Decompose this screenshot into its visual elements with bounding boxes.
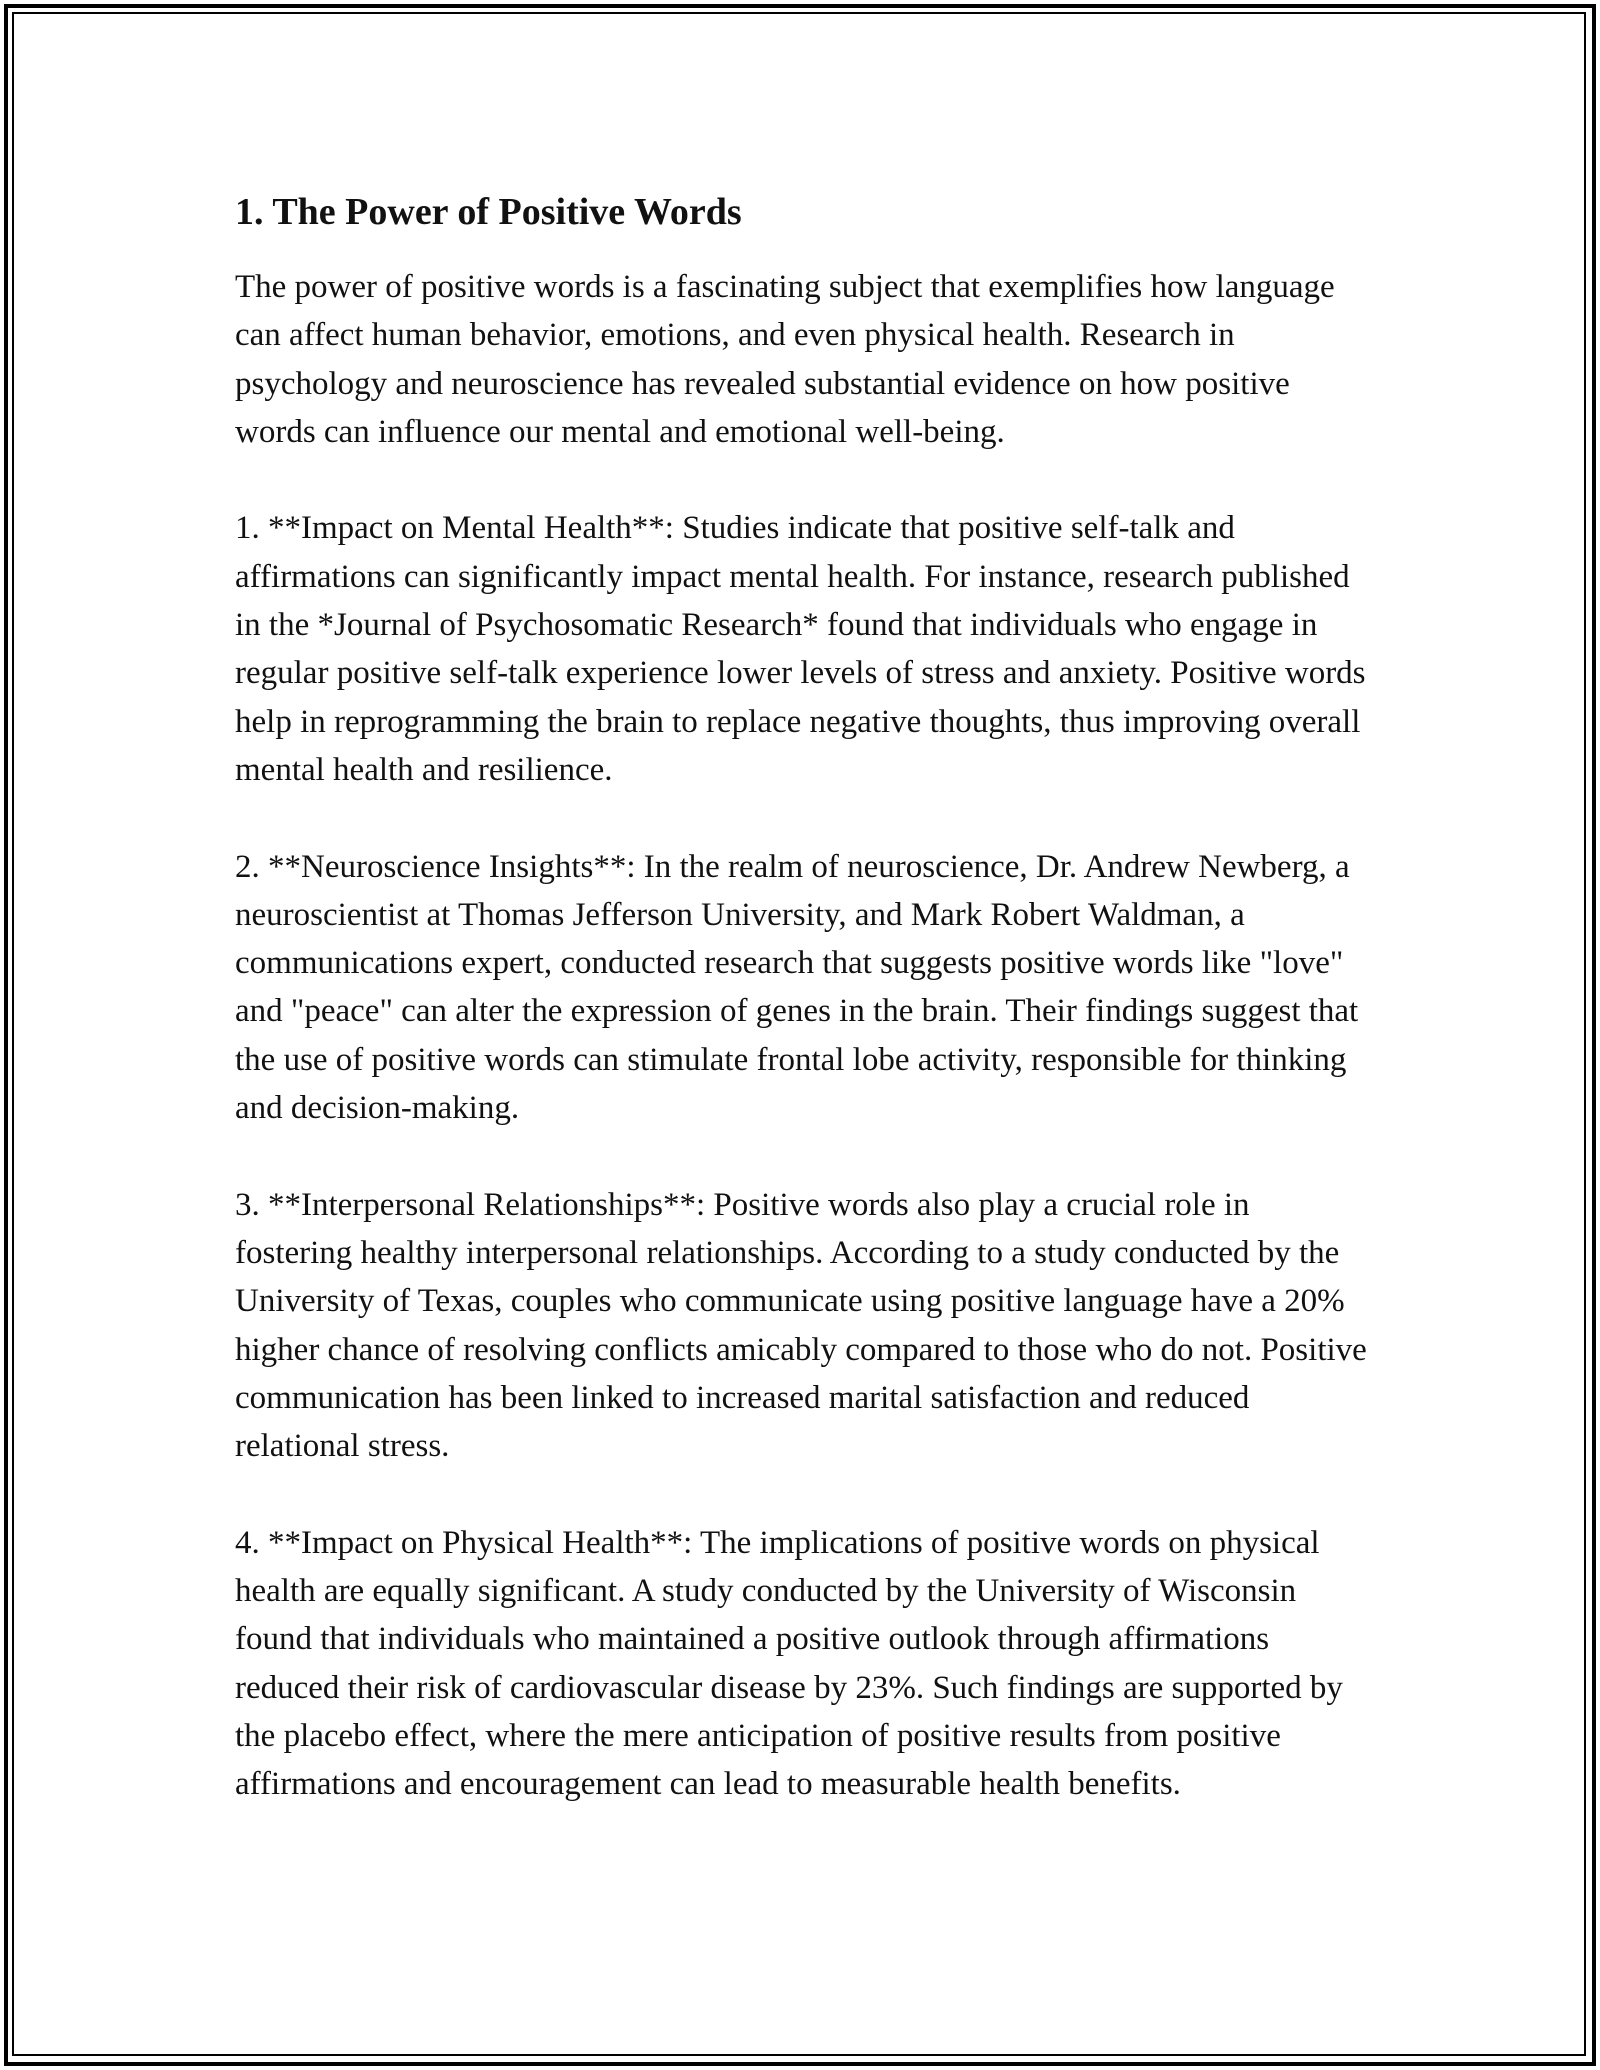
paragraph-mental-health: 1. **Impact on Mental Health**: Studies indicate that positive self-talk and affirmations can significantly impact mental health. For instance, research published in the *Journal of Psychosomatic Research* found that individuals who engage in regular positive self-talk experience lower levels of stress and anxiety. Positive words help in reprogramming the brain to replace negative thoughts, thus improving overall mental health and resilience. [235, 510, 1366, 788]
section-heading: 1. The Power of Positive Words [235, 191, 742, 233]
paragraph-neuroscience: 2. **Neuroscience Insights**: In the realm of neuroscience, Dr. Andrew Newberg, a neuroscientist at Thomas Jefferson University, and Mark Robert Waldman, a communications expert, conducted research that suggests positive words like "love" and "peace" can alter the expression of genes in the brain. Their findings suggest that the use of positive words can stimulate frontal lobe activity, responsible for thinking and decision-making. [235, 848, 1359, 1127]
paragraph-physical-health: 4. **Impact on Physical Health**: The implications of positive words on physical health are equally significant. A study conducted by the University of Wisconsin found that individuals who maintained a positive outlook through affirmations reduced their risk of cardiovascular disease by 23%. Such findings are supported by the placebo effect, where the mere anticipation of positive results from positive affirmations and encouragement can lead to measurable health benefits. [235, 1524, 1343, 1803]
paragraph-relationships: 3. **Interpersonal Relationships**: Positive words also play a crucial role in fostering healthy interpersonal relationships. According to a study conducted by the University of Texas, couples who communicate using positive language have a 20% higher chance of resolving conflicts amicably compared to those who do not. Positive communication has been linked to increased marital satisfaction and reduced relational stress. [235, 1186, 1367, 1465]
document-body [235, 186, 1375, 1857]
intro-paragraph: The power of positive words is a fascinating subject that exemplifies how language can affect human behavior, emotions, and even physical health. Research in psychology and neuroscience has revealed substantial evidence on how positive words can influence our mental and emotional well-being. [235, 269, 1335, 450]
